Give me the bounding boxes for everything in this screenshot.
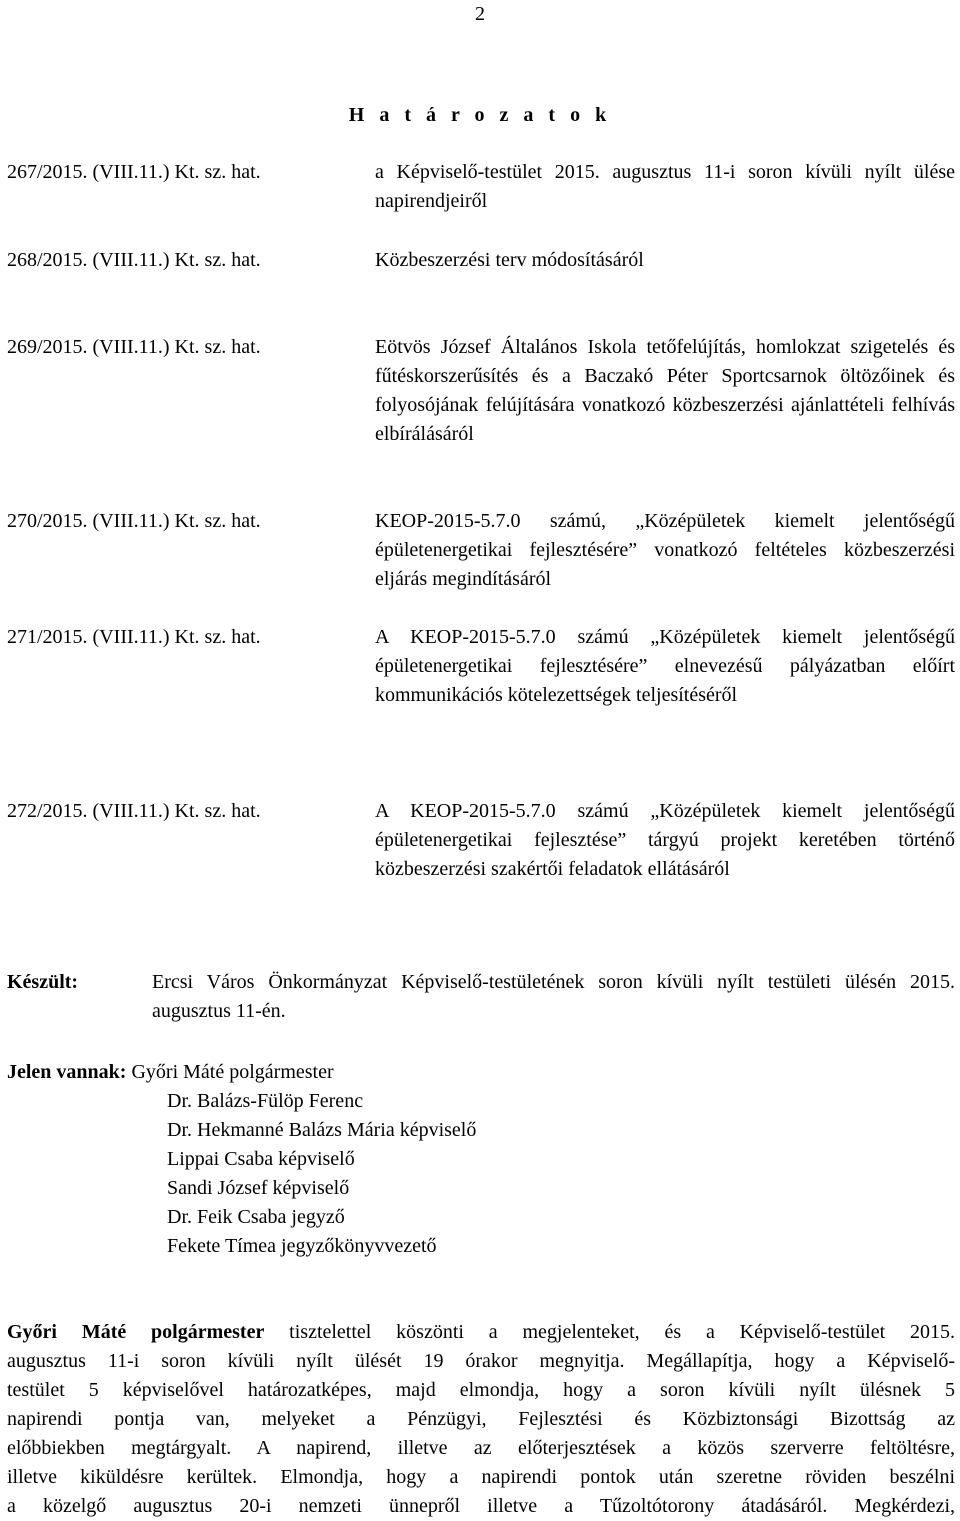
page-number: 2: [475, 3, 485, 25]
paragraph-line: a közelgő augusztus 20-i nemzeti ünnepről illetve a Tűzoltótorony átadásáról. Megkérdezi,: [7, 1495, 955, 1517]
resolution-number: 270/2015. (VIII.11.) Kt. sz. hat.: [7, 510, 261, 532]
resolution-number: 269/2015. (VIII.11.) Kt. sz. hat.: [7, 336, 261, 358]
paragraph-line: [7, 1318, 955, 1347]
resolution-title: A KEOP-2015-5.7.0 számú „Középületek kiemelt jelentőségű épületenergetikai fejlesztésére” elnevezésű pályázatban előírt kommunikációs kötelezettségek teljesítéséről: [375, 626, 955, 706]
attendee-name: Győri Máté polgármester: [131, 1061, 334, 1083]
paragraph-line: augusztus 11-i soron kívüli nyílt ülését 19 órakor megnyitja. Megállapítja, hogy a Képviselő-: [7, 1350, 955, 1372]
made-label: Készült:: [7, 971, 79, 993]
resolution-number: 272/2015. (VIII.11.) Kt. sz. hat.: [7, 800, 261, 822]
attendees-block: [7, 1058, 955, 1261]
paragraph-line-text: tisztelettel köszönti a megjelenteket, és a Képviselő-testület 2015.: [264, 1321, 955, 1343]
resolution-number: 271/2015. (VIII.11.) Kt. sz. hat.: [7, 626, 261, 648]
speaker-name: Győri Máté polgármester: [7, 1321, 265, 1343]
resolution-title: A KEOP-2015-5.7.0 számú „Középületek kiemelt jelentőségű épületenergetikai fejlesztése” tárgyú projekt keretében történő közbeszerzési szakértői feladatok ellátásáról: [375, 800, 955, 880]
attendee-name: Dr. Hekmanné Balázs Mária képviselő: [167, 1119, 477, 1141]
resolution-number: 267/2015. (VIII.11.) Kt. sz. hat.: [7, 161, 261, 183]
minutes-paragraph: [7, 1318, 955, 1521]
resolution-title: Közbeszerzési terv módosításáról: [375, 249, 644, 271]
paragraph-line: testület 5 képviselővel határozatképes, majd elmondja, hogy a soron kívüli nyílt ülésnek 5: [7, 1379, 955, 1401]
resolution-title: a Képviselő-testület 2015. augusztus 11-i soron kívüli nyílt ülése napirendjeiről: [375, 161, 955, 212]
paragraph-line: napirendi pontja van, melyeket a Pénzügyi, Fejlesztési és Közbiztonsági Bizottság az: [7, 1408, 955, 1430]
attendee-name: Dr. Feik Csaba jegyző: [167, 1206, 345, 1228]
paragraph-line: előbbiekben megtárgyalt. A napirend, illetve az előterjesztések a közös szerverre feltöltésre,: [7, 1437, 955, 1459]
resolution-title: Eötvös József Általános Iskola tetőfelújítás, homlokzat szigetelés és fűtéskorszerűsítés és a Baczakó Péter Sportcsarnok öltözőinek és folyosójának felújítására vonatkozó közbeszerzési ajánlattételi felhívás elbírálásáról: [375, 336, 955, 445]
attendee-name: Sandi József képviselő: [167, 1177, 350, 1199]
attendee-name: Fekete Tímea jegyzőkönyvvezető: [167, 1235, 437, 1257]
attendees-label: Jelen vannak:: [7, 1061, 127, 1083]
attendee-name: Lippai Csaba képviselő: [167, 1148, 355, 1170]
resolution-title: KEOP-2015-5.7.0 számú, „Középületek kiemelt jelentőségű épületenergetikai fejlesztésére” vonatkozó feltételes közbeszerzési eljárás megindításáról: [375, 510, 955, 590]
made-text: Ercsi Város Önkormányzat Képviselő-testületének soron kívüli nyílt testületi ülésén 2015. augusztus 11-én.: [152, 971, 955, 1022]
attendee-name: Dr. Balázs-Fülöp Ferenc: [167, 1090, 364, 1112]
resolution-number: 268/2015. (VIII.11.) Kt. sz. hat.: [7, 249, 261, 271]
section-heading: H a t á r o z a t o k: [348, 104, 612, 126]
paragraph-line: illetve kiküldésre kerültek. Elmondja, hogy a napirendi pontok után szeretne röviden beszélni: [7, 1466, 955, 1488]
